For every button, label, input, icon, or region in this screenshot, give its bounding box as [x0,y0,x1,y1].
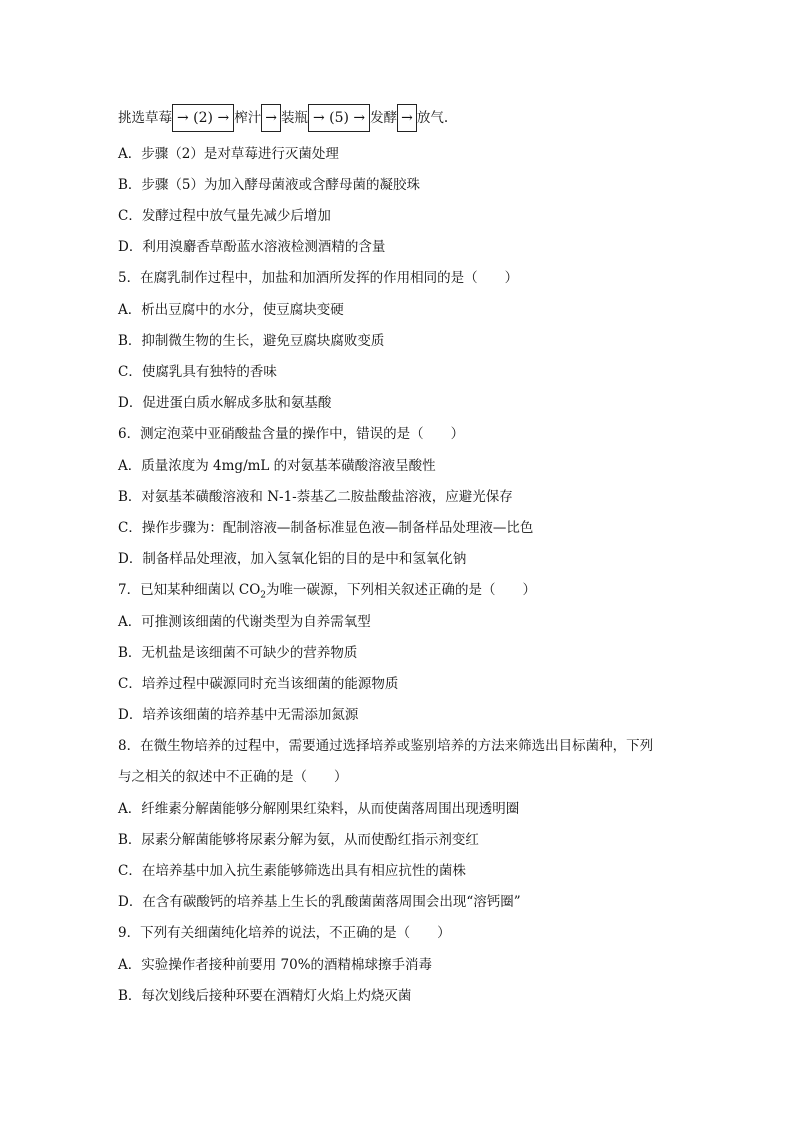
q7-option-b: B．无机盐是该细菌不可缺少的营养物质 [118,645,358,661]
q6-option-d: D．制备样品处理液，加入氢氧化铝的目的是中和氢氧化钠 [118,551,467,567]
flow-box-step2: → (2) → [172,104,234,132]
q7-stem [118,580,536,600]
q6-option-b: B．对氨基苯磺酸溶液和 N-1-萘基乙二胺盐酸盐溶液，应避光保存 [118,489,513,505]
flow-step-select: 挑选草莓 [118,110,172,126]
q4-option-b: B．步骤（5）为加入酵母菌液或含酵母菌的凝胶珠 [118,177,421,193]
flow-box-step5: → (5) → [308,104,370,132]
q7-option-c: C．培养过程中碳源同时充当该细菌的能源物质 [118,676,399,692]
q7-option-a: A．可推测该细菌的代谢类型为自养需氧型 [118,614,371,630]
flow-step-bottle: 装瓶 [280,110,308,126]
q8-stem-line1: 8．在微生物培养的过程中，需要通过选择培养或鉴别培养的方法来筛选出目标菌种，下列 [118,738,654,754]
q9-stem: 9．下列有关细菌纯化培养的说法，不正确的是（ ） [118,925,451,941]
q8-option-a: A．纤维素分解菌能够分解刚果红染料，从而使菌落周围出现透明圈 [118,801,520,817]
q9-option-a: A．实验操作者接种前要用 70%的酒精棉球擦手消毒 [118,957,433,973]
q5-option-a: A．析出豆腐中的水分，使豆腐块变硬 [118,302,344,318]
q4-option-a: A．步骤（2）是对草莓进行灭菌处理 [118,146,339,162]
q4-option-c: C．发酵过程中放气量先减少后增加 [118,208,331,224]
flow-step-vent: 放气. [416,110,449,126]
flow-step-ferment: 发酵 [370,110,398,126]
flow-box-arrow1: → [261,104,281,132]
flow-box-arrow2: → [397,104,417,132]
q4-option-d: D．利用溴麝香草酚蓝水溶液检测酒精的含量 [118,239,386,255]
q5-option-b: B．抑制微生物的生长，避免豆腐块腐败变质 [118,333,385,349]
q5-option-c: C．使腐乳具有独特的香味 [118,364,277,380]
flow-diagram [118,104,448,132]
q8-stem-line2: 与之相关的叙述中不正确的是（ ） [118,769,348,785]
q5-option-d: D．促进蛋白质水解成多肽和氨基酸 [118,395,332,411]
q8-option-b: B．尿素分解菌能够将尿素分解为氨，从而使酚红指示剂变红 [118,832,479,848]
q9-option-b: B．每次划线后接种环要在酒精灯火焰上灼烧灭菌 [118,988,412,1004]
q8-option-d: D．在含有碳酸钙的培养基上生长的乳酸菌菌落周围会出现“溶钙圈” [118,894,521,910]
q7-stem-post: 为唯一碳源，下列相关叙述正确的是（ ） [266,582,537,598]
q8-option-c: C．在培养基中加入抗生素能够筛选出具有相应抗性的菌株 [118,863,466,879]
q6-option-c: C．操作步骤为：配制溶液—制备标准显色液—制备样品处理液—比色 [118,520,534,536]
q6-option-a: A．质量浓度为 4mg/mL 的对氨基苯磺酸溶液呈酸性 [118,458,436,474]
q7-option-d: D．培养该细菌的培养基中无需添加氮源 [118,707,359,723]
q7-stem-pre: 7．已知某种细菌以 CO [118,582,261,598]
flow-step-juice: 榨汁 [234,110,262,126]
q7-stem-sub: 2 [260,590,267,601]
q6-stem: 6．测定泡菜中亚硝酸盐含量的操作中，错误的是（ ） [118,426,465,442]
q5-stem: 5．在腐乳制作过程中，加盐和加酒所发挥的作用相同的是（ ） [118,270,519,286]
